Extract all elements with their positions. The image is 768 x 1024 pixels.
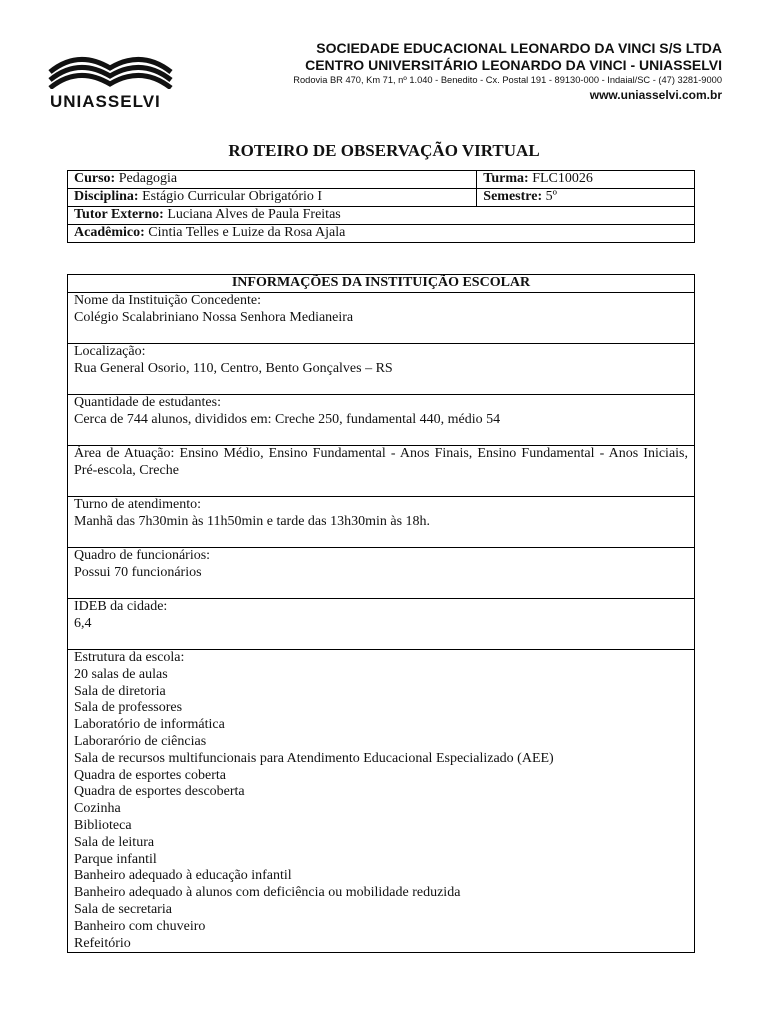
funcionarios-label: Quadro de funcionários: (74, 548, 211, 563)
disciplina-value: Estágio Curricular Obrigatório I (142, 189, 323, 204)
estrutura-item: Parque infantil (74, 851, 157, 867)
estrutura-item: 20 salas de aulas (74, 666, 168, 682)
estrutura-item: Quadra de esportes descoberta (74, 784, 245, 800)
page-title: ROTEIRO DE OBSERVAÇÃO VIRTUAL (228, 141, 540, 160)
estrutura-cell (68, 650, 695, 953)
nome-label: Nome da Instituição Concedente: (74, 293, 261, 308)
disciplina-label: Disciplina: (74, 189, 139, 204)
estrutura-item: Sala de professores (74, 700, 183, 716)
ideb-cell (68, 599, 695, 650)
estrutura-item: Biblioteca (74, 817, 132, 833)
estrutura-item: Laborarório de ciências (74, 733, 207, 749)
estrutura-item: Laboratório de informática (74, 717, 225, 733)
estrutura-item: Quadra de esportes coberta (74, 767, 226, 783)
localizacao-label: Localização: (74, 344, 146, 359)
turno-value: Manhã das 7h30min às 11h50min e tarde das 13h30min às 18h. (74, 513, 431, 529)
institution-heading: INFORMAÇÕES DA INSTITUIÇÃO ESCOLAR (68, 275, 695, 293)
org-name: SOCIEDADE EDUCACIONAL LEONARDO DA VINCI S/S LTDA (316, 40, 722, 56)
localizacao-cell (68, 344, 695, 395)
table-row (68, 207, 695, 225)
estrutura-item: Sala de recursos multifuncionais para Atendimento Educacional Especializado (AEE) (74, 750, 554, 766)
nome-value: Colégio Scalabriniano Nossa Senhora Medianeira (74, 309, 354, 325)
table-row (68, 189, 695, 207)
logo-text: UNIASSELVI (50, 92, 161, 111)
estrutura-item: Sala de diretoria (74, 683, 166, 699)
table-row (68, 293, 695, 344)
table-row (68, 171, 695, 189)
estudantes-value: Cerca de 744 alunos, divididos em: Creche 250, fundamental 440, médio 54 (74, 411, 501, 427)
org-address: Rodovia BR 470, Km 71, nº 1.040 - Benedito - Cx. Postal 191 - 89130-000 - Indaial/SC - (47) 3281-9000 (293, 75, 722, 85)
nome-cell (68, 293, 695, 344)
disciplina-cell (68, 189, 477, 207)
org-website: www.uniasselvi.com.br (589, 88, 722, 102)
estrutura-label: Estrutura da escola: (74, 650, 185, 665)
table-row (68, 344, 695, 395)
tutor-value: Luciana Alves de Paula Freitas (167, 207, 341, 222)
turma-cell (477, 171, 695, 189)
estrutura-item: Sala de leitura (74, 834, 155, 850)
funcionarios-value: Possui 70 funcionários (74, 564, 202, 580)
estrutura-item: Banheiro adequado à educação infantil (74, 868, 292, 884)
turno-cell (68, 497, 695, 548)
book-wave-icon (48, 44, 173, 89)
org-center-name: CENTRO UNIVERSITÁRIO LEONARDO DA VINCI - UNIASSELVI (305, 57, 722, 73)
tutor-label: Tutor Externo: (74, 207, 164, 222)
semestre-label: Semestre: (483, 189, 543, 204)
estrutura-item: Banheiro adequado à alunos com deficiência ou mobilidade reduzida (74, 885, 461, 901)
estudantes-label: Quantidade de estudantes: (74, 395, 221, 410)
ideb-label: IDEB da cidade: (74, 599, 168, 614)
uniasselvi-logo (48, 44, 173, 114)
academico-value: Cintia Telles e Luize da Rosa Ajala (148, 225, 346, 240)
curso-label: Curso: (74, 171, 116, 186)
area-text: Área de Atuação: Ensino Médio, Ensino Fundamental - Anos Finais, Ensino Fundamental - Anos Iniciais, Pré-escola, Creche (74, 446, 688, 478)
table-row (68, 497, 695, 548)
academico-cell (68, 225, 695, 243)
table-row (68, 650, 695, 953)
estrutura-item: Sala de secretaria (74, 901, 172, 917)
estrutura-item: Refeitório (74, 935, 131, 951)
area-cell (68, 446, 695, 497)
academico-label: Acadêmico: (74, 225, 145, 240)
table-row (68, 225, 695, 243)
localizacao-value: Rua General Osorio, 110, Centro, Bento Gonçalves – RS (74, 360, 393, 376)
curso-cell (68, 171, 477, 189)
table-row (68, 275, 695, 293)
tutor-cell (68, 207, 695, 225)
estrutura-item: Cozinha (74, 801, 121, 817)
semestre-value: 5º (545, 189, 557, 204)
turma-label: Turma: (483, 171, 529, 186)
funcionarios-cell (68, 548, 695, 599)
estrutura-item: Banheiro com chuveiro (74, 918, 206, 934)
curso-value: Pedagogia (118, 171, 178, 186)
page-header (0, 0, 768, 120)
semestre-cell (477, 189, 695, 207)
turno-label: Turno de atendimento: (74, 497, 202, 512)
table-row (68, 446, 695, 497)
turma-value: FLC10026 (532, 171, 593, 186)
table-row (68, 395, 695, 446)
table-row (68, 548, 695, 599)
table-row (68, 599, 695, 650)
institution-info-table (67, 274, 695, 953)
course-info-table (67, 170, 695, 243)
ideb-value: 6,4 (74, 615, 92, 631)
organization-info (293, 40, 722, 103)
estudantes-cell (68, 395, 695, 446)
